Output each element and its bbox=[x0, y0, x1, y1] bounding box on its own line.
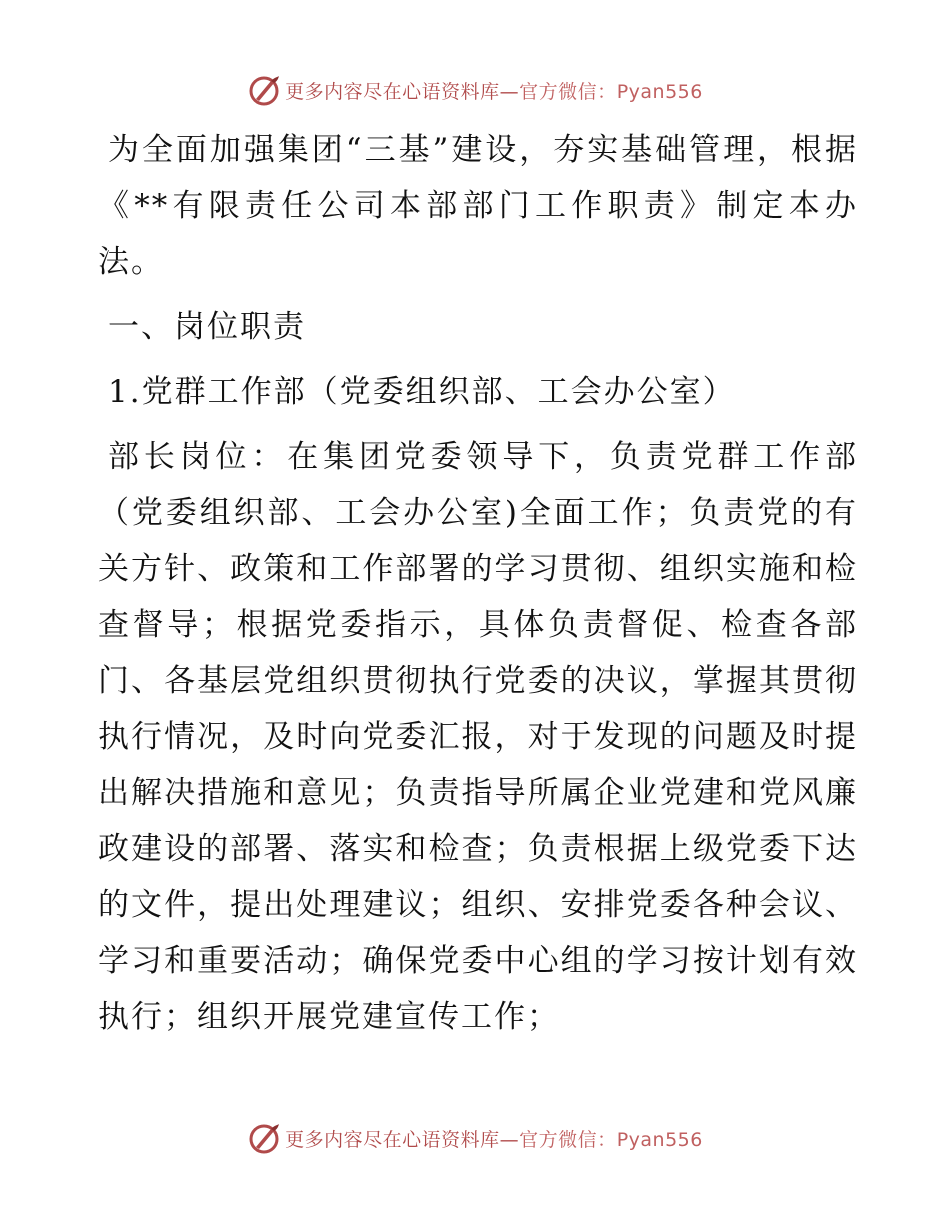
footer-watermark bbox=[0, 1118, 950, 1158]
intro-paragraph: 为全面加强集团“三基”建设，夯实基础管理，根据《**有限责任公司本部部门工作职责》制定本办法。 bbox=[98, 132, 858, 280]
document-body bbox=[98, 122, 858, 1045]
header-watermark bbox=[0, 70, 950, 110]
quill-logo-icon bbox=[247, 73, 281, 107]
watermark-text: 更多内容尽在心语资料库—官方微信：Pyan556 bbox=[285, 80, 703, 103]
watermark-text: 更多内容尽在心语资料库—官方微信：Pyan556 bbox=[285, 1128, 703, 1151]
section-heading: 一、岗位职责 bbox=[108, 309, 306, 345]
quill-logo-icon bbox=[247, 1121, 281, 1155]
subsection-heading: 1.党群工作部（党委组织部、工会办公室） bbox=[108, 374, 736, 410]
duties-paragraph: 部长岗位：在集团党委领导下，负责党群工作部（党委组织部、工会办公室)全面工作；负责党的有关方针、政策和工作部署的学习贯彻、组织实施和检查督导；根据党委指示，具体负责督促、检查各部门、各基层党组织贯彻执行党委的决议，掌握其贯彻执行情况，及时向党委汇报，对于发现的问题及时提出解决措施和意见；负责指导所属企业党建和党风廉政建设的部署、落实和检查；负责根据上级党委下达的文件，提出处理建议；组织、安排党委各种会议、学习和重要活动；确保党委中心组的学习按计划有效执行；组织开展党建宣传工作； bbox=[98, 439, 858, 1035]
